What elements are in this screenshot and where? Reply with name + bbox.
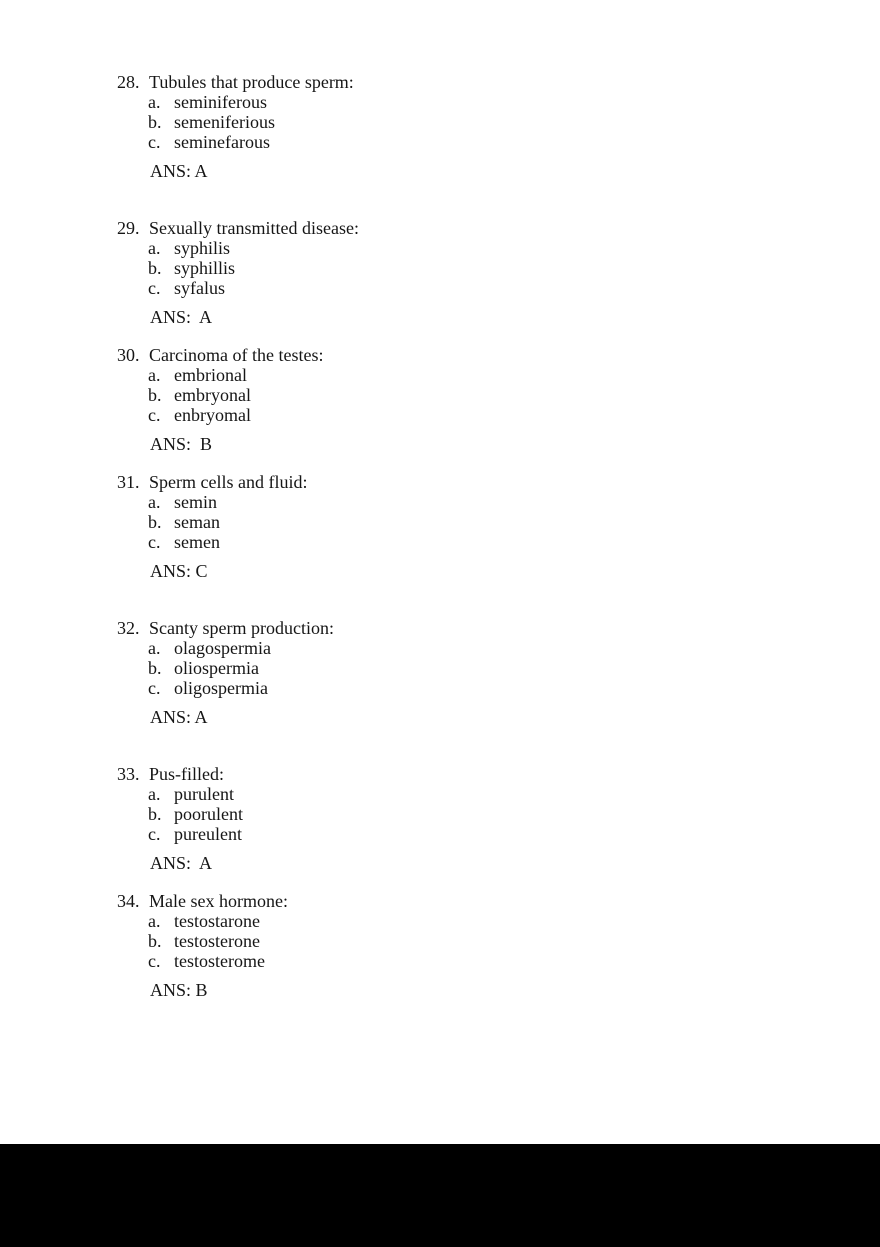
option-text: syphilis bbox=[174, 238, 231, 258]
option-row bbox=[148, 532, 850, 552]
option-letter: b. bbox=[148, 112, 162, 132]
option-letter: a. bbox=[148, 492, 161, 512]
question-number: 33. bbox=[117, 764, 140, 784]
question-number: 30. bbox=[117, 345, 140, 365]
question-text: Sperm cells and fluid: bbox=[149, 472, 308, 492]
question-number: 29. bbox=[117, 218, 140, 238]
question-block bbox=[117, 472, 850, 581]
option-list bbox=[148, 238, 850, 298]
question-block bbox=[117, 72, 850, 181]
option-text: seminiferous bbox=[174, 92, 267, 112]
option-row bbox=[148, 512, 850, 532]
option-list bbox=[148, 784, 850, 844]
option-letter: a. bbox=[148, 365, 161, 385]
option-letter: b. bbox=[148, 512, 162, 532]
option-letter: b. bbox=[148, 385, 162, 405]
option-letter: a. bbox=[148, 638, 161, 658]
question-list bbox=[117, 72, 850, 1000]
option-text: semen bbox=[174, 532, 220, 552]
question-number: 34. bbox=[117, 891, 140, 911]
question-text: Scanty sperm production: bbox=[149, 618, 334, 638]
option-row bbox=[148, 365, 850, 385]
answer-line: ANS: A bbox=[150, 707, 208, 727]
option-letter: a. bbox=[148, 92, 161, 112]
option-row bbox=[148, 931, 850, 951]
answer-line: ANS: A bbox=[150, 853, 213, 873]
question-block bbox=[117, 345, 850, 454]
option-row bbox=[148, 92, 850, 112]
option-row bbox=[148, 278, 850, 298]
option-text: testosterome bbox=[174, 951, 265, 971]
option-letter: c. bbox=[148, 132, 161, 152]
option-text: seminefarous bbox=[174, 132, 270, 152]
option-letter: c. bbox=[148, 405, 161, 425]
option-letter: c. bbox=[148, 951, 161, 971]
option-letter: b. bbox=[148, 258, 162, 278]
option-list bbox=[148, 911, 850, 971]
bottom-black-band bbox=[0, 1144, 880, 1247]
question-block bbox=[117, 218, 850, 327]
answer-line: ANS: B bbox=[150, 434, 213, 454]
option-row bbox=[148, 132, 850, 152]
option-letter: a. bbox=[148, 784, 161, 804]
option-text: embryonal bbox=[174, 385, 251, 405]
answer-line: ANS: A bbox=[150, 307, 213, 327]
option-row bbox=[148, 678, 850, 698]
option-row bbox=[148, 405, 850, 425]
question-line bbox=[117, 618, 850, 638]
option-text: olagospermia bbox=[174, 638, 271, 658]
option-text: testosterone bbox=[174, 931, 260, 951]
option-row bbox=[148, 492, 850, 512]
option-letter: c. bbox=[148, 824, 161, 844]
option-list bbox=[148, 92, 850, 152]
question-block bbox=[117, 618, 850, 727]
answer-line: ANS: B bbox=[150, 980, 208, 1000]
option-letter: b. bbox=[148, 804, 162, 824]
option-text: testostarone bbox=[174, 911, 260, 931]
option-letter: b. bbox=[148, 931, 162, 951]
option-text: semeniferious bbox=[174, 112, 275, 132]
answer-line: ANS: C bbox=[150, 561, 208, 581]
option-text: semin bbox=[174, 492, 217, 512]
option-row bbox=[148, 238, 850, 258]
option-row bbox=[148, 804, 850, 824]
option-letter: a. bbox=[148, 911, 161, 931]
question-text: Pus-filled: bbox=[149, 764, 224, 784]
question-block bbox=[117, 891, 850, 1000]
option-text: poorulent bbox=[174, 804, 243, 824]
answer-line: ANS: A bbox=[150, 161, 208, 181]
option-text: oliospermia bbox=[174, 658, 259, 678]
question-block bbox=[117, 764, 850, 873]
question-line bbox=[117, 72, 850, 92]
question-text: Sexually transmitted disease: bbox=[149, 218, 359, 238]
question-text: Tubules that produce sperm: bbox=[149, 72, 354, 92]
option-text: syfalus bbox=[174, 278, 225, 298]
option-row bbox=[148, 258, 850, 278]
option-list bbox=[148, 365, 850, 425]
option-letter: a. bbox=[148, 238, 161, 258]
document-page bbox=[117, 72, 850, 1000]
option-row bbox=[148, 112, 850, 132]
option-list bbox=[148, 492, 850, 552]
question-number: 32. bbox=[117, 618, 140, 638]
option-list bbox=[148, 638, 850, 698]
option-row bbox=[148, 784, 850, 804]
question-line bbox=[117, 218, 850, 238]
option-row bbox=[148, 385, 850, 405]
option-row bbox=[148, 951, 850, 971]
question-line bbox=[117, 472, 850, 492]
question-text: Male sex hormone: bbox=[149, 891, 288, 911]
option-text: syphillis bbox=[174, 258, 236, 278]
option-text: purulent bbox=[174, 784, 234, 804]
option-text: oligospermia bbox=[174, 678, 268, 698]
question-line bbox=[117, 345, 850, 365]
option-row bbox=[148, 911, 850, 931]
option-row bbox=[148, 658, 850, 678]
question-number: 28. bbox=[117, 72, 140, 92]
option-letter: b. bbox=[148, 658, 162, 678]
question-line bbox=[117, 891, 850, 911]
question-text: Carcinoma of the testes: bbox=[149, 345, 324, 365]
option-row bbox=[148, 638, 850, 658]
question-number: 31. bbox=[117, 472, 140, 492]
option-row bbox=[148, 824, 850, 844]
option-text: seman bbox=[174, 512, 220, 532]
question-line bbox=[117, 764, 850, 784]
option-text: embrional bbox=[174, 365, 247, 385]
option-text: enbryomal bbox=[174, 405, 251, 425]
option-text: pureulent bbox=[174, 824, 242, 844]
option-letter: c. bbox=[148, 678, 161, 698]
option-letter: c. bbox=[148, 278, 161, 298]
option-letter: c. bbox=[148, 532, 161, 552]
